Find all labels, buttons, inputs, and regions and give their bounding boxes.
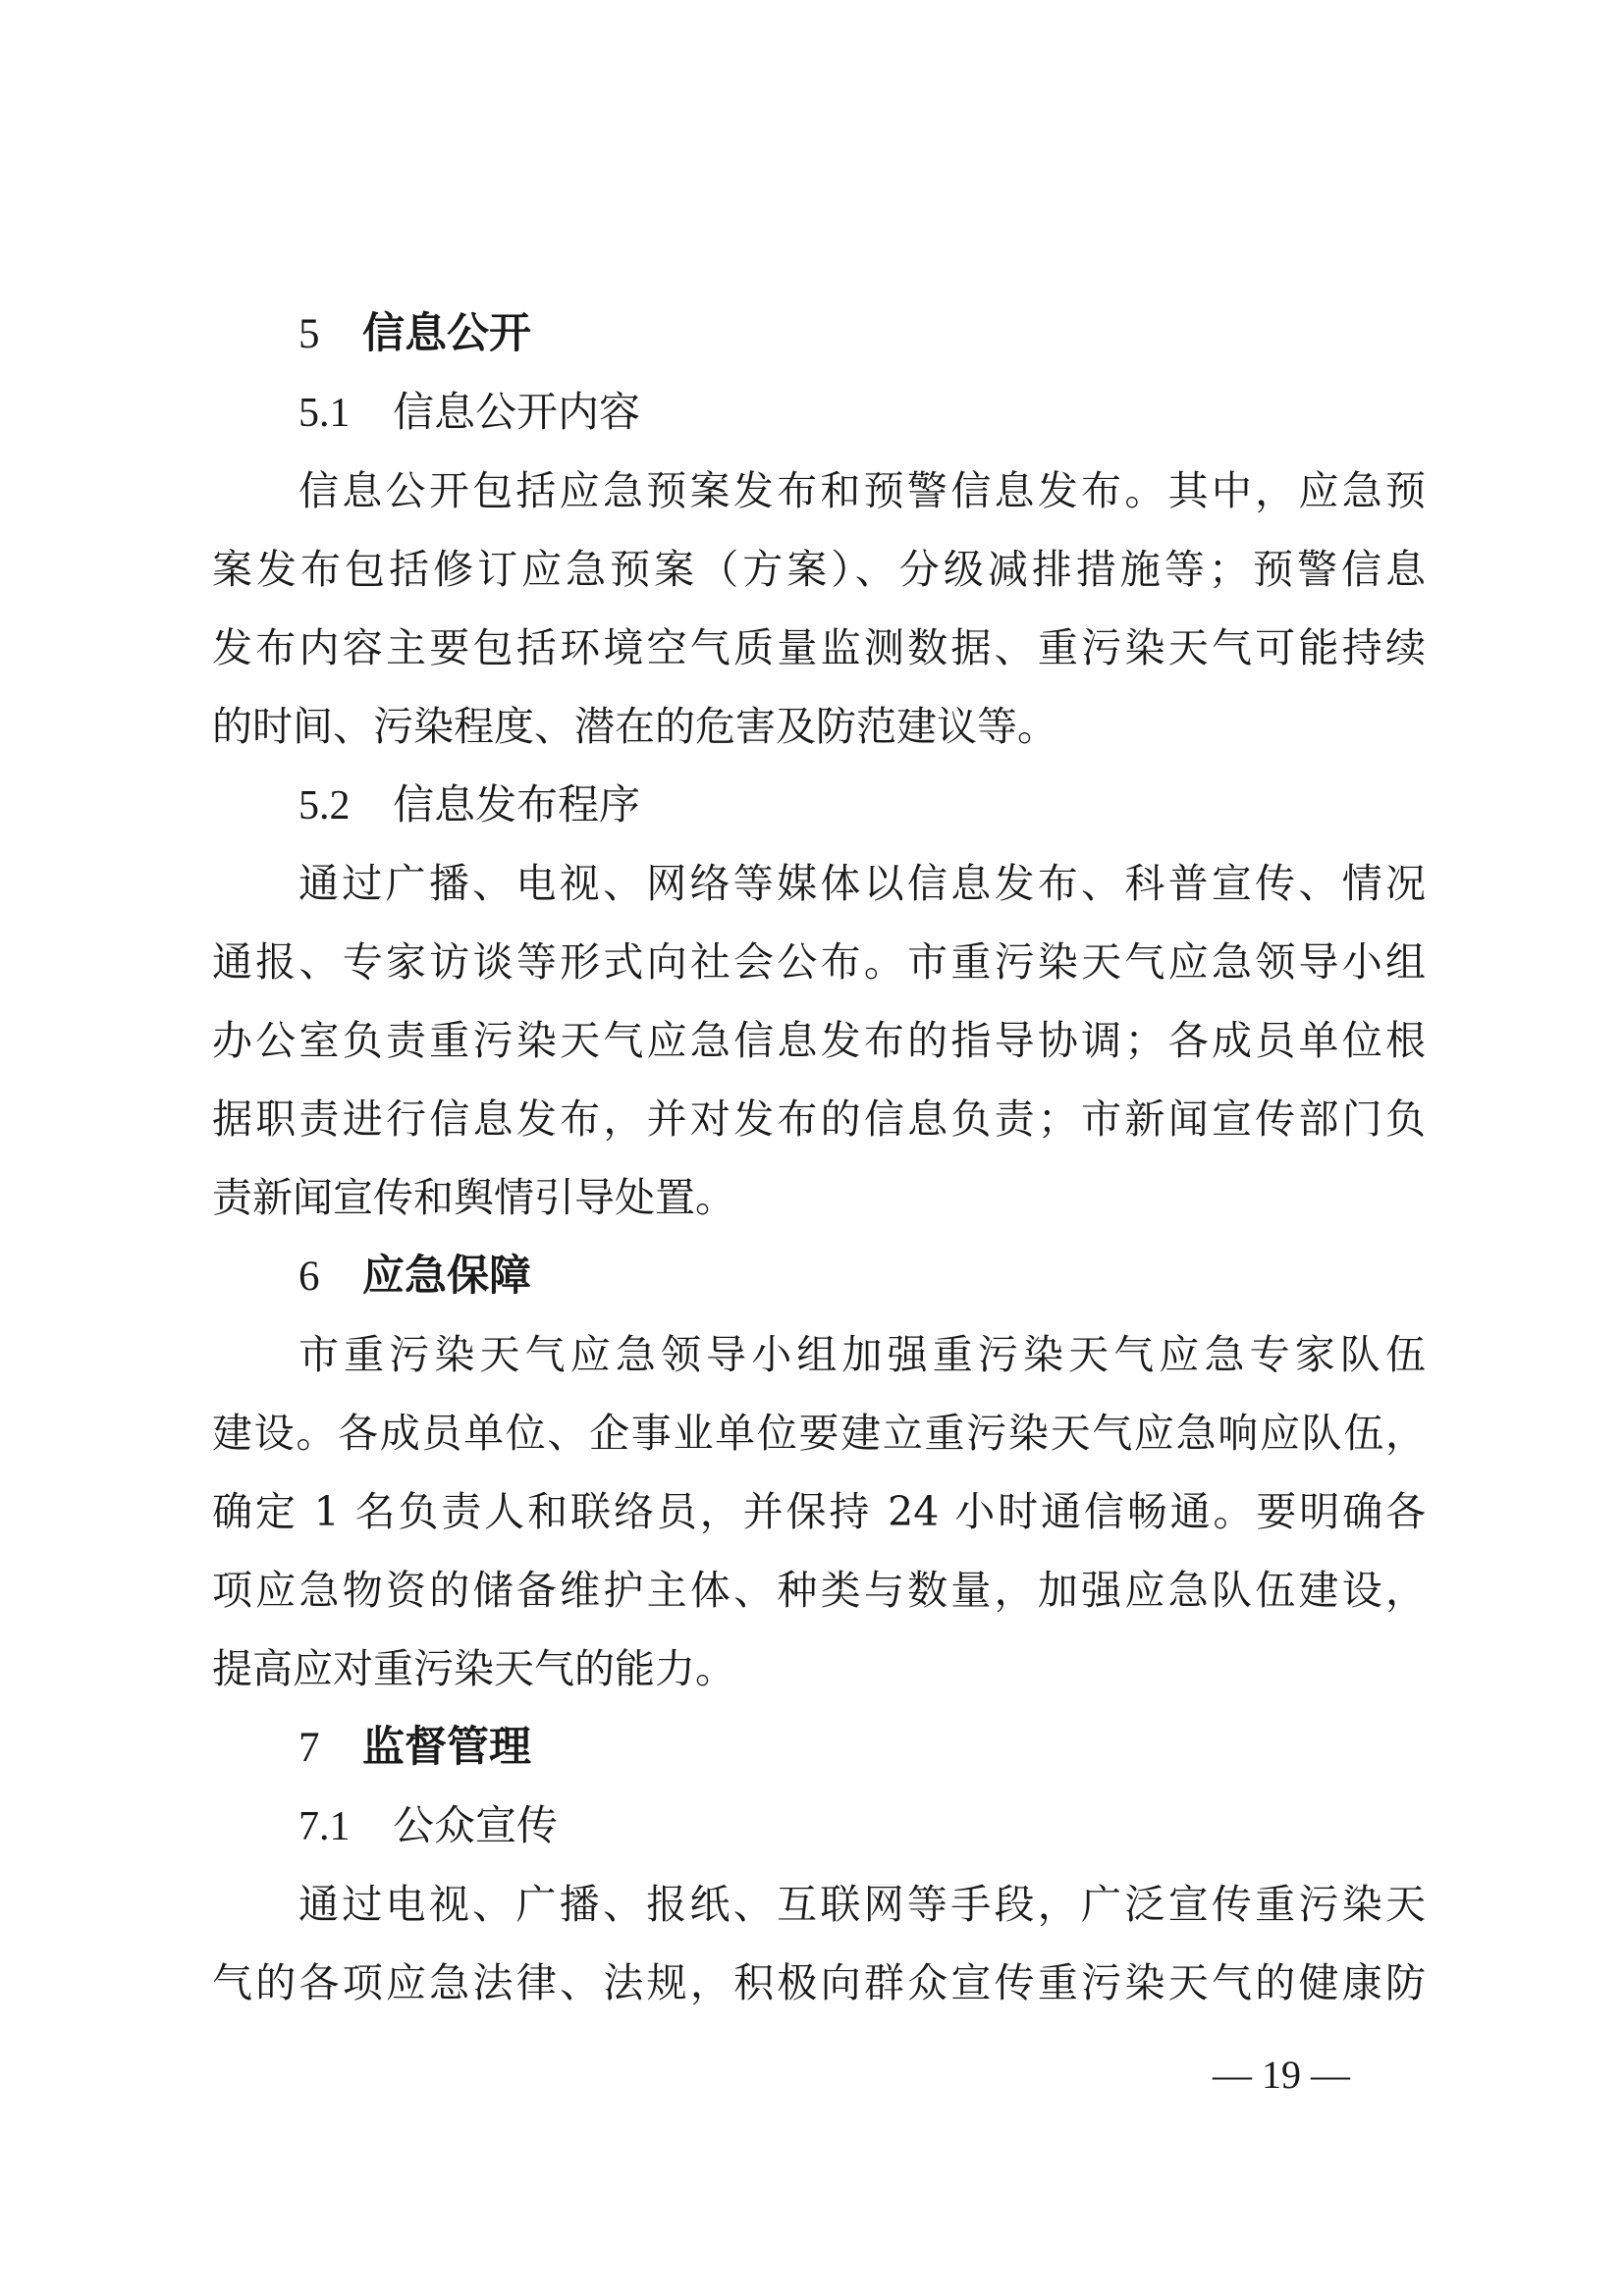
paragraph-emergency-support [212, 1315, 1426, 1708]
section-heading-5 [212, 294, 1426, 373]
text-line: 确定 1 名负责人和联络员，并保持 24 小时通信畅通。要明确各 [212, 1488, 1426, 1535]
text-line: 通过电视、广播、报纸、互联网等手段，广泛宣传重污染天 [298, 1881, 1426, 1928]
subsection-number: 5.2 [298, 783, 351, 828]
section-title: 监督管理 [362, 1723, 531, 1772]
subsection-title: 信息公开内容 [393, 388, 641, 436]
text-line: 项应急物资的储备维护主体、种类与数量，加强应急队伍建设， [212, 1567, 1426, 1614]
paragraph-public-publicity [212, 1865, 1426, 2022]
text-line: 通报、专家访谈等形式向社会公布。市重污染天气应急领导小组 [212, 938, 1426, 986]
text-line: 提高应对重污染天气的能力。 [212, 1645, 735, 1692]
subsection-number: 5.1 [298, 391, 351, 436]
subsection-heading-5-1 [212, 373, 1426, 452]
section-number: 7 [298, 1725, 320, 1771]
subsection-title: 公众宣传 [393, 1801, 559, 1849]
text-line: 市重污染天气应急领导小组加强重污染天气应急专家队伍 [298, 1331, 1426, 1378]
subsection-title: 信息发布程序 [393, 780, 641, 828]
section-title: 应急保障 [362, 1252, 531, 1301]
subsection-heading-7-1 [212, 1787, 1426, 1865]
subsection-number: 7.1 [298, 1804, 351, 1849]
section-number: 6 [298, 1254, 320, 1300]
section-title: 信息公开 [362, 309, 531, 358]
section-number: 5 [298, 311, 320, 357]
text-line: 责新闻宣传和舆情引导处置。 [212, 1174, 735, 1221]
text-line: 建设。各成员单位、企事业单位要建立重污染天气应急响应队伍， [212, 1410, 1426, 1457]
text-line: 案发布包括修订应急预案（方案）、分级减排措施等；预警信息 [212, 546, 1426, 593]
text-line: 信息公开包括应急预案发布和预警信息发布。其中，应急预 [298, 467, 1426, 514]
text-line: 通过广播、电视、网络等媒体以信息发布、科普宣传、情况 [298, 860, 1426, 907]
subsection-heading-5-2 [212, 766, 1426, 844]
page-number: — 19 — [1213, 2053, 1350, 2097]
text-line: 的时间、污染程度、潜在的危害及防范建议等。 [212, 703, 1057, 750]
text-line: 办公室负责重污染天气应急信息发布的指导协调；各成员单位根 [212, 1017, 1426, 1064]
text-line: 发布内容主要包括环境空气质量监测数据、重污染天气可能持续 [212, 624, 1426, 671]
paragraph-release-procedure [212, 844, 1426, 1237]
text-line: 气的各项应急法律、法规，积极向群众宣传重污染天气的健康防 [212, 1959, 1426, 2006]
section-heading-6 [212, 1237, 1426, 1315]
paragraph-info-content [212, 452, 1426, 766]
section-heading-7 [212, 1708, 1426, 1787]
text-line: 据职责进行信息发布，并对发布的信息负责；市新闻宣传部门负 [212, 1095, 1426, 1143]
